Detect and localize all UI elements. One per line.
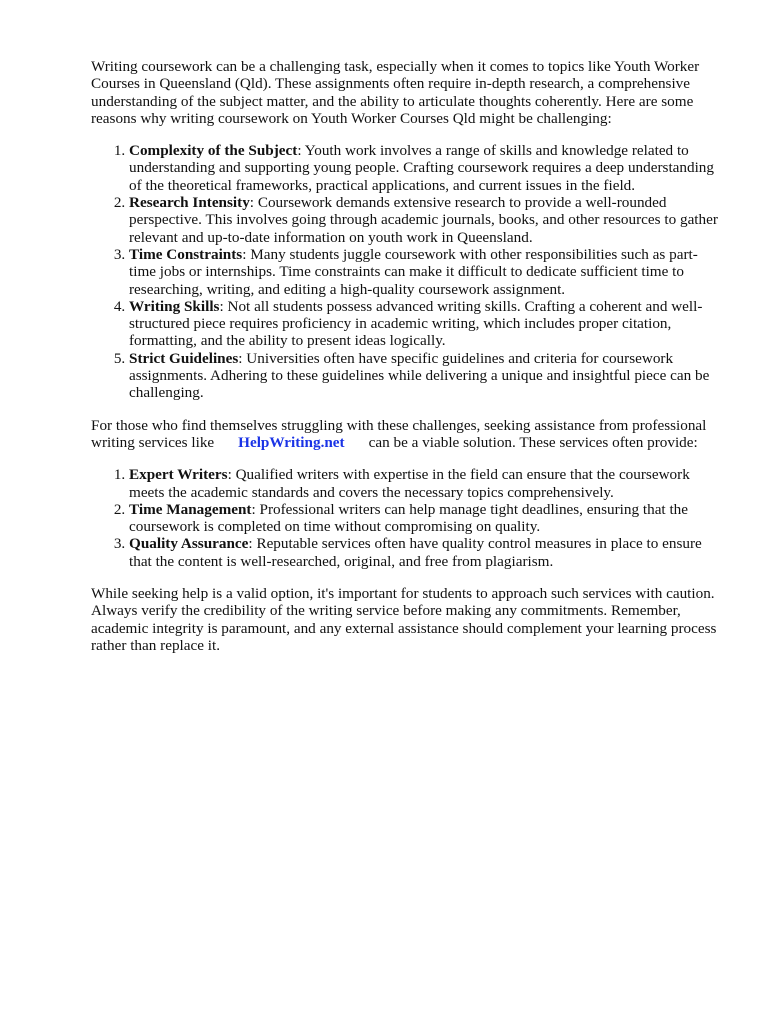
item-separator: : (297, 142, 302, 160)
services-text-after: can be a viable solution. These services often provide: (368, 433, 698, 451)
item-term: Quality Assurance (129, 535, 249, 553)
item-separator: : (238, 349, 243, 367)
item-term: Time Constraints (129, 245, 243, 263)
item-term: Writing Skills (129, 297, 220, 315)
item-term: Time Management (129, 500, 252, 518)
item-separator: : (251, 500, 256, 518)
list-item (129, 298, 721, 350)
item-text: Coursework demands extensive research to provide a well-rounded perspective. This involves going through academic journals, books, and other resources to gather relevant and up-to-date information on youth work in Queensland. (129, 194, 718, 246)
item-text: Reputable services often have quality control measures in place to ensure that the content is well-researched, original, and free from plagiarism. (129, 535, 702, 570)
item-term: Strict Guidelines (129, 349, 239, 367)
item-term: Complexity of the Subject (129, 142, 298, 160)
item-separator: : (248, 535, 253, 553)
document-page (91, 58, 721, 654)
item-separator: : (219, 297, 224, 315)
helpwriting-link[interactable]: HelpWriting.net (238, 433, 345, 451)
item-term: Expert Writers (129, 466, 228, 484)
item-separator: : (242, 245, 247, 263)
item-text: Professional writers can help manage tight deadlines, ensuring that the coursework is completed on time without compromising on quality. (129, 500, 689, 536)
item-text: Universities often have specific guidelines and criteria for coursework assignments. Adhering to these guidelines while delivering a unique and insightful piece can be challenging. (129, 349, 710, 402)
services-text-before: For those who find themselves struggling with these challenges, seeking assistance from professional writing services like (91, 416, 707, 451)
item-text: Qualified writers with expertise in the field can ensure that the coursework meets the academic standards and covers the necessary topics comprehensively. (129, 466, 690, 501)
closing-paragraph: While seeking help is a valid option, it's important for students to approach such services with caution. Always verify the credibility of the writing service before making any commitments. Remember, academic integrity is paramount, and any external assistance should complement your learning process rather than replace it. (91, 585, 717, 654)
list-item (129, 501, 721, 536)
benefits-list (91, 466, 721, 570)
item-text: Youth work involves a range of skills and knowledge related to understanding and supporting young people. Crafting coursework requires a deep understanding of the theoretical frameworks, practical applications, and current issues in the field. (129, 142, 714, 194)
item-term: Research Intensity (129, 194, 250, 212)
item-separator: : (249, 194, 255, 212)
list-item (129, 466, 721, 501)
item-text: Not all students possess advanced writing skills. Crafting a coherent and well-structured piece requires proficiency in academic writing, which includes proper citation, formatting, and the ability to present ideas logically. (129, 297, 703, 350)
item-text: Many students juggle coursework with other responsibilities such as part-time jobs or internships. Time constraints can make it difficult to dedicate sufficient time to researching, writing, and editing a high-quality coursework assignment. (129, 245, 698, 298)
services-paragraph (91, 417, 721, 452)
challenges-list (91, 142, 721, 401)
list-item (129, 194, 721, 246)
intro-paragraph: Writing coursework can be a challenging task, especially when it comes to topics like Youth Worker Courses in Queensland (Qld). These assignments often require in-depth research, a comprehensive understanding of the subject matter, and the ability to articulate thoughts coherently. Here are some reasons why writing coursework on Youth Worker Courses Qld might be challenging: (91, 58, 700, 127)
list-item (129, 350, 721, 402)
list-item (129, 246, 721, 298)
list-item (129, 535, 721, 570)
list-item (129, 142, 721, 194)
item-separator: : (227, 466, 232, 484)
